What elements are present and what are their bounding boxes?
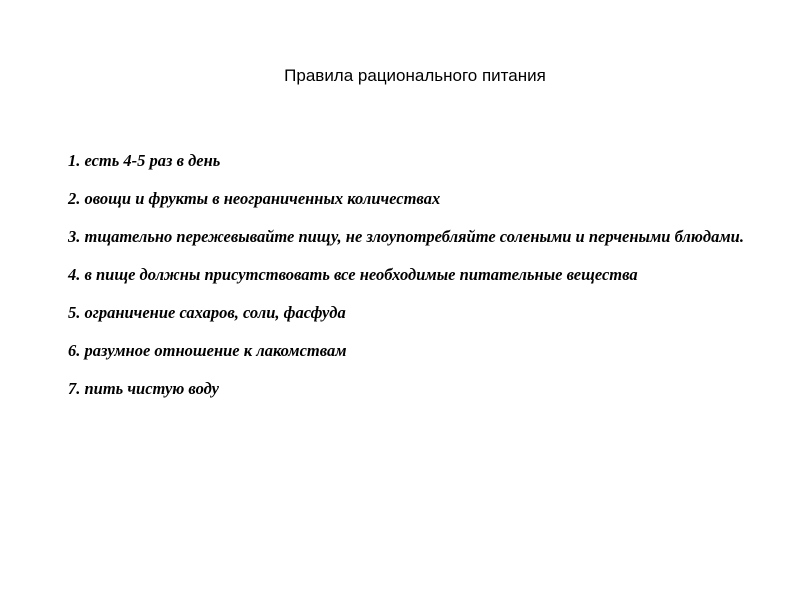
rule-item-3: 3. тщательно пережевывайте пищу, не злоупотребляйте солеными и перчеными блюдами. xyxy=(68,227,744,246)
rule-item-2: 2. овощи и фрукты в неограниченных количествах xyxy=(68,189,441,208)
rule-item-7: 7. пить чистую воду xyxy=(68,379,219,398)
rule-item-6: 6. разумное отношение к лакомствам xyxy=(68,341,347,360)
slide-title: Правила рационального питания xyxy=(284,66,546,85)
rule-item-1: 1. есть 4-5 раз в день xyxy=(68,151,221,170)
rule-item-4: 4. в пище должны присутствовать все необходимые питательные вещества xyxy=(68,265,638,284)
rule-item-5: 5. ограничение сахаров, соли, фасфуда xyxy=(68,303,346,322)
rules-list xyxy=(68,148,754,414)
